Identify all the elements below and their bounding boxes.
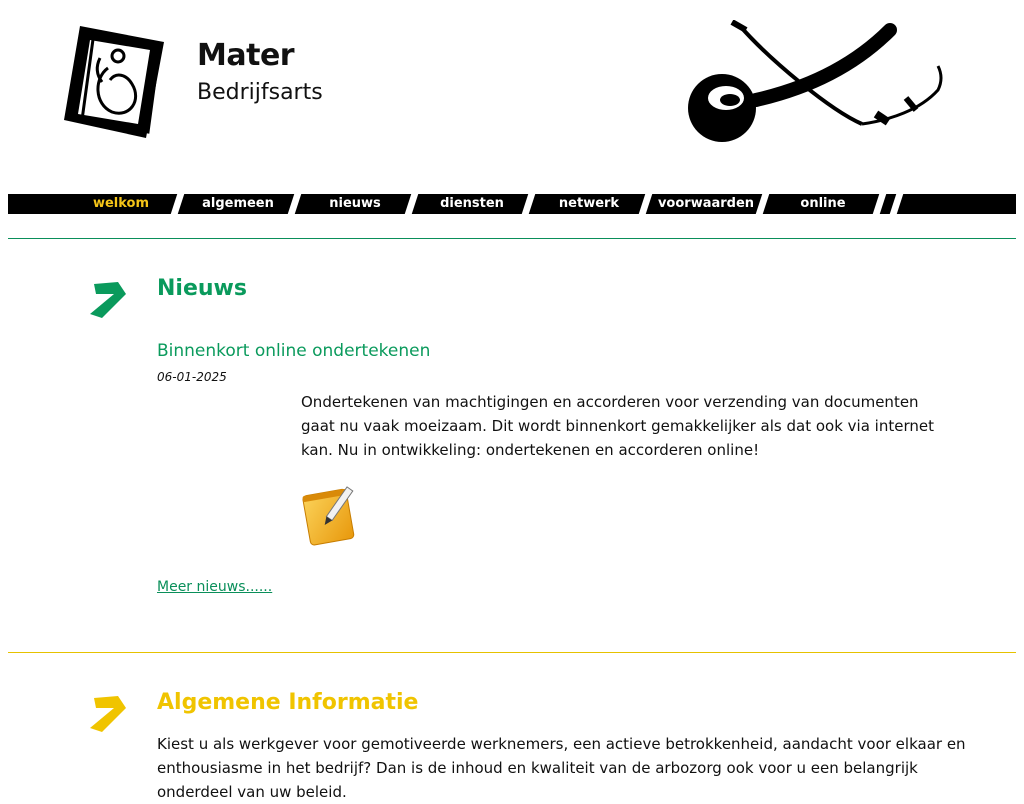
news-item-date: 06-01-2025 bbox=[157, 370, 227, 384]
nav-item-voorwaarden[interactable]: voorwaarden bbox=[657, 196, 755, 211]
nav-item-welkom[interactable]: welkom bbox=[92, 196, 150, 211]
more-news-link[interactable]: Meer nieuws...... bbox=[157, 579, 273, 595]
brand-title[interactable]: Mater bbox=[197, 38, 295, 73]
section-divider bbox=[8, 238, 1016, 239]
news-item-body: Ondertekenen van machtigingen en accorderen voor verzending van documenten gaat nu vaak moeizaam. Dit wordt binnenkort gemakkelijker als dat ook via internet kan. Nu in ontwikkeling: ondertekenen en accorderen online! bbox=[301, 393, 934, 459]
news-item-title: Binnenkort online ondertekenen bbox=[157, 341, 431, 361]
chevron-arrow-icon bbox=[88, 692, 132, 736]
nav-item-online[interactable]: online bbox=[800, 196, 846, 211]
info-body: Kiest u als werkgever voor gemotiveerde werknemers, een actieve betrokkenheid, aandacht voor elkaar en enthousiasme in het bedrijf? Dan is de inhoud en kwaliteit van de arbozorg ook voor u een belangrijk onderdeel van uw beleid. bbox=[157, 735, 966, 801]
stethoscope-icon bbox=[680, 20, 950, 145]
brand-subtitle[interactable]: Bedrijfsarts bbox=[197, 80, 323, 105]
nav-item-diensten[interactable]: diensten bbox=[440, 196, 504, 211]
main-nav bbox=[8, 194, 1016, 214]
mater-logo-icon[interactable] bbox=[60, 22, 164, 138]
section-divider bbox=[8, 652, 1016, 653]
nav-item-algemeen[interactable]: algemeen bbox=[202, 196, 274, 211]
nav-separator bbox=[889, 194, 904, 214]
chevron-arrow-icon bbox=[88, 278, 132, 322]
notepad-pencil-icon bbox=[300, 484, 358, 546]
nav-item-netwerk[interactable]: netwerk bbox=[558, 196, 620, 211]
nav-item-nieuws[interactable]: nieuws bbox=[329, 196, 381, 211]
info-heading: Algemene Informatie bbox=[157, 690, 419, 715]
site-header bbox=[0, 0, 1024, 190]
news-heading: Nieuws bbox=[157, 276, 247, 301]
